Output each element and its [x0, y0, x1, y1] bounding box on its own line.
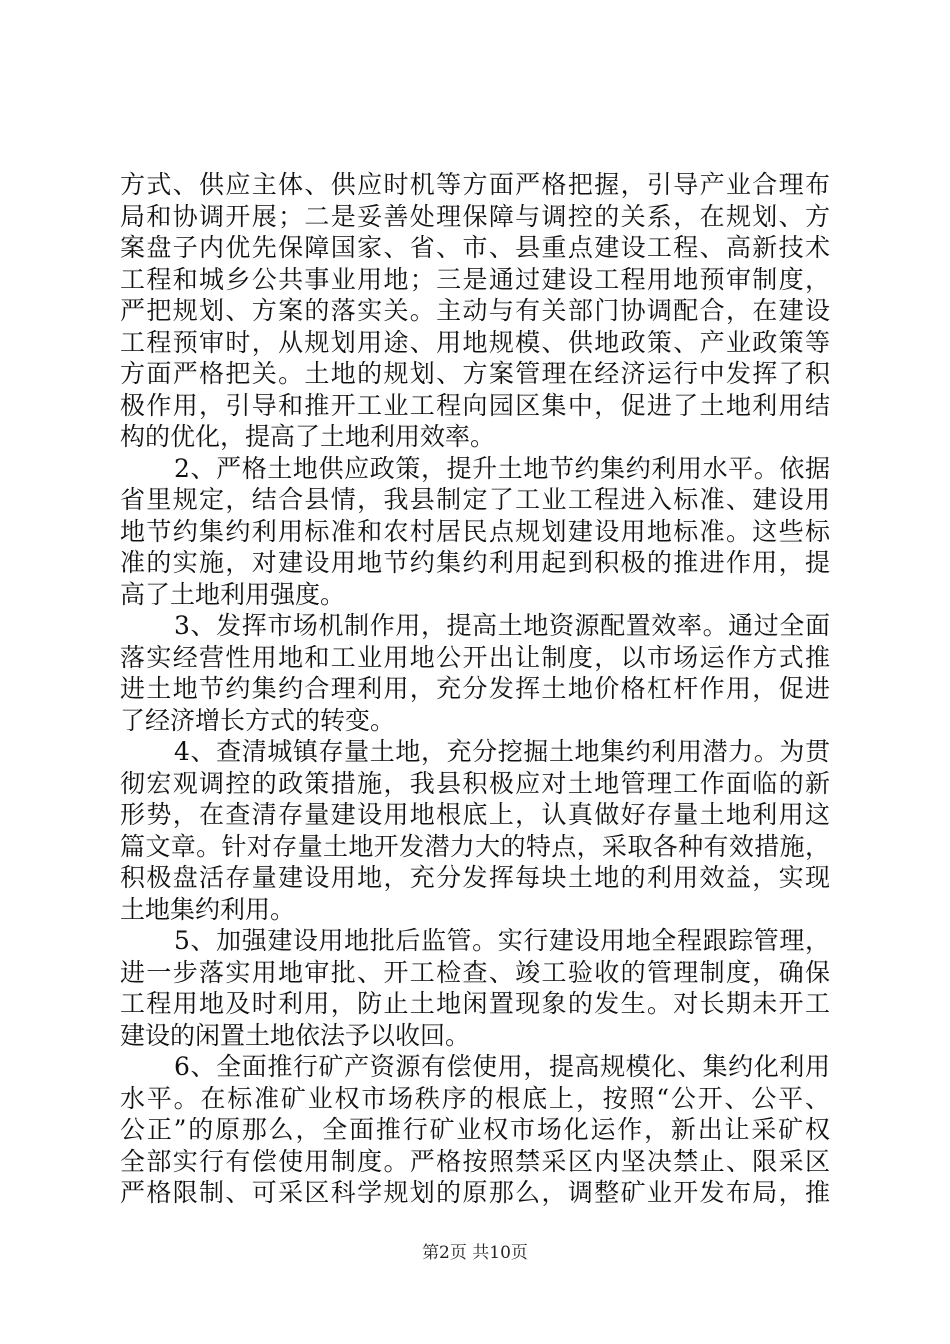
- text-line: 工程用地及时利用，防止土地闲置现象的发生。对长期未开工: [120, 989, 830, 1018]
- text-line: 准的实施，对建设用地节约集约利用起到积极的推进作用，提: [120, 548, 830, 577]
- text-line: 土地集约利用。: [120, 894, 296, 924]
- text-line: 进土地节约集约合理利用，充分发挥土地价格杠杆作用，促进: [120, 674, 830, 703]
- text-line: 2、严格土地供应政策，提升土地节约集约利用水平。依据: [174, 453, 830, 483]
- text-line: 5、加强建设用地批后监管。实行建设用地全程跟踪管理，: [174, 926, 830, 955]
- document-body: [120, 169, 830, 1209]
- text-line: 严格限制、可采区科学规划的原那么，调整矿业开发布局，推: [120, 1178, 830, 1207]
- text-line: 高了土地利用强度。: [120, 579, 346, 609]
- paragraph: [120, 1051, 830, 1209]
- text-line: 局和协调开展；二是妥善处理保障与调控的关系，在规划、方: [120, 201, 830, 231]
- text-line: 水平。在标准矿业权市场秩序的根底上，按照“公开、公平、: [120, 1083, 830, 1113]
- text-line: 省里规定，结合县情，我县制定了工业工程进入标准、建设用: [120, 485, 830, 514]
- text-line: 地节约集约利用标准和农村居民点规划建设用地标准。这些标: [120, 516, 830, 546]
- text-line: 建设的闲置土地依法予以收回。: [120, 1020, 471, 1050]
- text-line: 6、全面推行矿产资源有偿使用，提高规模化、集约化利用: [174, 1052, 830, 1081]
- paragraph: [120, 736, 830, 925]
- text-line: 构的优化，提高了土地利用效率。: [120, 422, 496, 451]
- text-line: 形势，在查清存量建设用地根底上，认真做好存量土地利用这: [120, 800, 830, 829]
- text-line: 彻宏观调控的政策措施，我县积极应对土地管理工作面临的新: [120, 768, 830, 798]
- page-footer: 第2页 共10页: [422, 1243, 528, 1263]
- text-line: 积极盘活存量建设用地，充分发挥每块土地的利用效益，实现: [120, 863, 830, 892]
- text-line: 公正”的原那么，全面推行矿业权市场化运作，新出让采矿权: [120, 1115, 830, 1144]
- paragraph: [120, 453, 830, 611]
- text-line: 方式、供应主体、供应时机等方面严格把握，引导产业合理布: [120, 170, 830, 199]
- text-line: 极作用，引导和推开工业工程向园区集中，促进了土地利用结: [120, 390, 830, 420]
- text-line: 严把规划、方案的落实关。主动与有关部门协调配合，在建设: [120, 296, 830, 325]
- text-line: 进一步落实用地审批、开工检查、竣工验收的管理制度，确保: [120, 957, 830, 987]
- paragraph: [120, 610, 830, 736]
- text-line: 3、发挥市场机制作用，提高土地资源配置效率。通过全面: [174, 611, 830, 640]
- paragraph: [120, 925, 830, 1051]
- text-line: 4、查清城镇存量土地，充分挖掘土地集约利用潜力。为贯: [174, 737, 830, 766]
- text-line: 篇文章。针对存量土地开发潜力大的特点，采取各种有效措施，: [120, 831, 830, 861]
- text-line: 工程和城乡公共事业用地；三是通过建设工程用地预审制度，: [120, 264, 830, 294]
- paragraph: [120, 169, 830, 453]
- text-line: 方面严格把关。土地的规划、方案管理在经济运行中发挥了积: [120, 359, 830, 388]
- text-line: 工程预审时，从规划用途、用地规模、供地政策、产业政策等: [120, 327, 830, 357]
- text-line: 全部实行有偿使用制度。严格按照禁采区内坚决禁止、限采区: [120, 1146, 830, 1176]
- text-line: 落实经营性用地和工业用地公开出让制度，以市场运作方式推: [120, 642, 830, 672]
- text-line: 了经济增长方式的转变。: [120, 705, 396, 735]
- text-line: 案盘子内优先保障国家、省、市、县重点建设工程、高新技术: [120, 233, 830, 262]
